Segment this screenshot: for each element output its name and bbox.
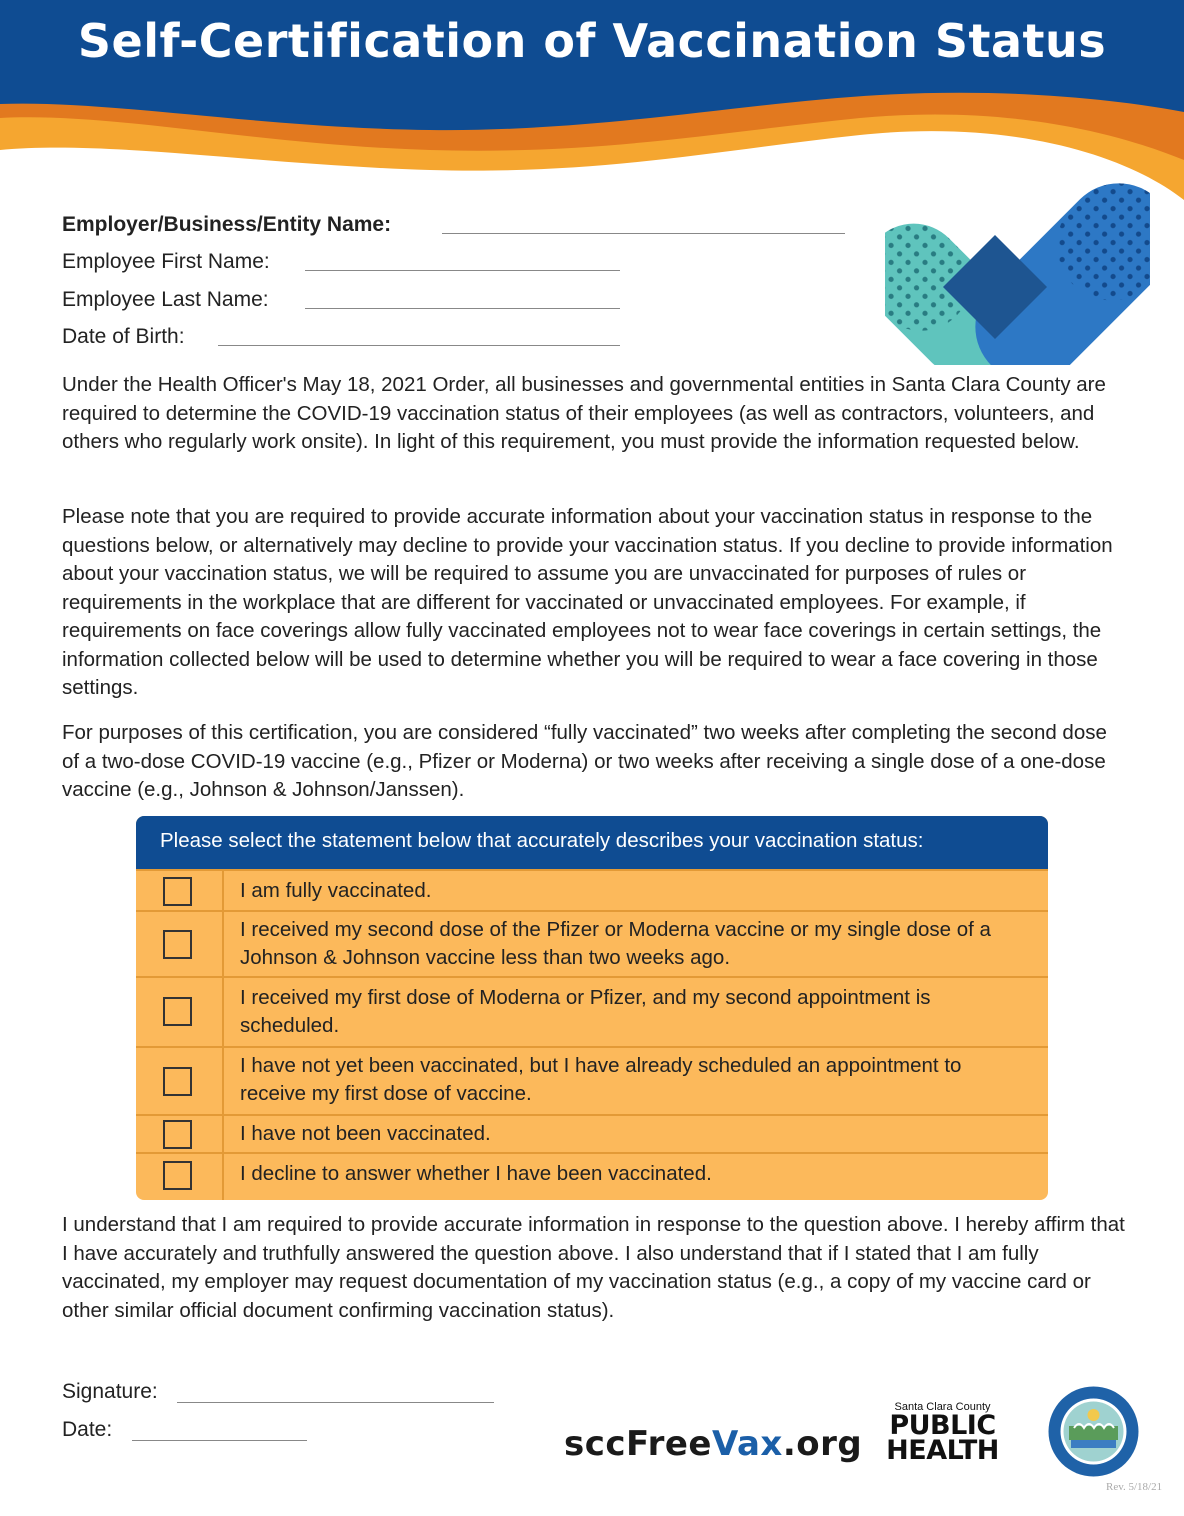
status-option-row[interactable] <box>136 976 1048 1048</box>
dob-field[interactable] <box>62 325 185 349</box>
status-option-label: I received my first dose of Moderna or Pfizer, and my second appointment is scheduled. <box>240 986 931 1037</box>
date-line[interactable] <box>132 1440 307 1441</box>
status-option-row[interactable] <box>136 1152 1048 1200</box>
last-name-label: Employee Last Name: <box>62 288 269 311</box>
affirmation-paragraph: I understand that I am required to provide accurate information in response to the question above. I hereby affirm that I have accurately and truthfully answered the question above. I also understand that if I stated that I am fully vaccinated, my employer may request documentation of my vaccination status (e.g., a copy of my vaccine card or other similar official document confirming vaccination status). <box>62 1213 1125 1322</box>
status-option-label: I am fully vaccinated. <box>240 879 432 902</box>
status-option-label: I decline to answer whether I have been vaccinated. <box>240 1162 712 1185</box>
status-checkbox[interactable] <box>163 877 192 906</box>
vaccination-status-table <box>136 816 1048 1200</box>
public-health-line2: HEALTH <box>886 1435 999 1466</box>
first-name-field[interactable] <box>62 250 270 274</box>
status-option-label: I have not been vaccinated. <box>240 1122 491 1145</box>
first-name-label: Employee First Name: <box>62 250 270 273</box>
public-health-county-text: Santa Clara County <box>894 1401 991 1413</box>
status-checkbox[interactable] <box>163 1120 192 1149</box>
public-health-logo <box>880 1401 1005 1466</box>
status-option-row[interactable] <box>136 1114 1048 1154</box>
employer-name-label: Employer/Business/Entity Name: <box>62 213 392 236</box>
status-checkbox[interactable] <box>163 930 192 959</box>
definition-paragraph: For purposes of this certification, you are considered “fully vaccinated” two weeks after completing the second dose of a two-dose COVID-19 vaccine (e.g., Pfizer or Moderna) or two weeks after receiving a single dose of a one-dose vaccine (e.g., Johnson & Johnson/Janssen). <box>62 721 1107 801</box>
website-link[interactable] <box>564 1424 862 1464</box>
first-name-line[interactable] <box>305 270 620 271</box>
signature-label: Signature: <box>62 1380 158 1403</box>
website-accent: Vax <box>711 1424 783 1464</box>
status-option-row[interactable] <box>136 1046 1048 1116</box>
signature-field[interactable] <box>62 1380 158 1404</box>
status-checkbox[interactable] <box>163 997 192 1026</box>
date-label: Date: <box>62 1418 113 1441</box>
dob-label: Date of Birth: <box>62 325 185 348</box>
status-checkbox[interactable] <box>163 1067 192 1096</box>
public-health-line1: PUBLIC <box>889 1410 996 1441</box>
county-seal-logo <box>1046 1384 1141 1479</box>
employer-name-field[interactable] <box>62 213 391 237</box>
status-option-label: I received my second dose of the Pfizer or Moderna vaccine or my single dose of a Johnson & Johnson vaccine less than two weeks ago. <box>240 918 991 969</box>
website-suffix: .org <box>782 1424 863 1464</box>
dob-line[interactable] <box>218 345 620 346</box>
status-option-label: I have not yet been vaccinated, but I have already scheduled an appointment to receive my first dose of vaccine. <box>240 1054 962 1105</box>
employer-name-line[interactable] <box>442 233 845 234</box>
intro-paragraph: Under the Health Officer's May 18, 2021 Order, all businesses and governmental entities in Santa Clara County are required to determine the COVID-19 vaccination status of their employees (as well as contractors, volunteers, and others who regularly work onsite). In light of this requirement, you must provide the information requested below. <box>62 373 1106 453</box>
status-table-header: Please select the statement below that accurately describes your vaccination status: <box>136 816 1048 869</box>
revision-date: Rev. 5/18/21 <box>1106 1481 1163 1493</box>
heart-bandage-icon <box>885 150 1150 365</box>
website-prefix: sccFree <box>564 1424 712 1464</box>
last-name-line[interactable] <box>305 308 620 309</box>
last-name-field[interactable] <box>62 288 269 312</box>
signature-line[interactable] <box>177 1402 494 1403</box>
page-title: Self-Certification of Vaccination Status <box>77 14 1107 68</box>
status-option-row[interactable] <box>136 869 1048 912</box>
note-paragraph: Please note that you are required to provide accurate information about your vaccination status in response to the questions below, or alternatively may decline to provide your vaccination status. If you decline to provide information about your vaccination status, we will be required to assume you are unvaccinated for purposes of rules or requirements in the workplace that are different for vaccinated or unvaccinated employees. For example, if requirements on face coverings allow fully vaccinated employees not to wear face coverings in certain settings, the information collected below will be used to determine whether you will be required to wear a face covering in those settings. <box>62 505 1113 699</box>
status-checkbox[interactable] <box>163 1161 192 1190</box>
date-field[interactable] <box>62 1418 112 1442</box>
status-option-row[interactable] <box>136 910 1048 978</box>
